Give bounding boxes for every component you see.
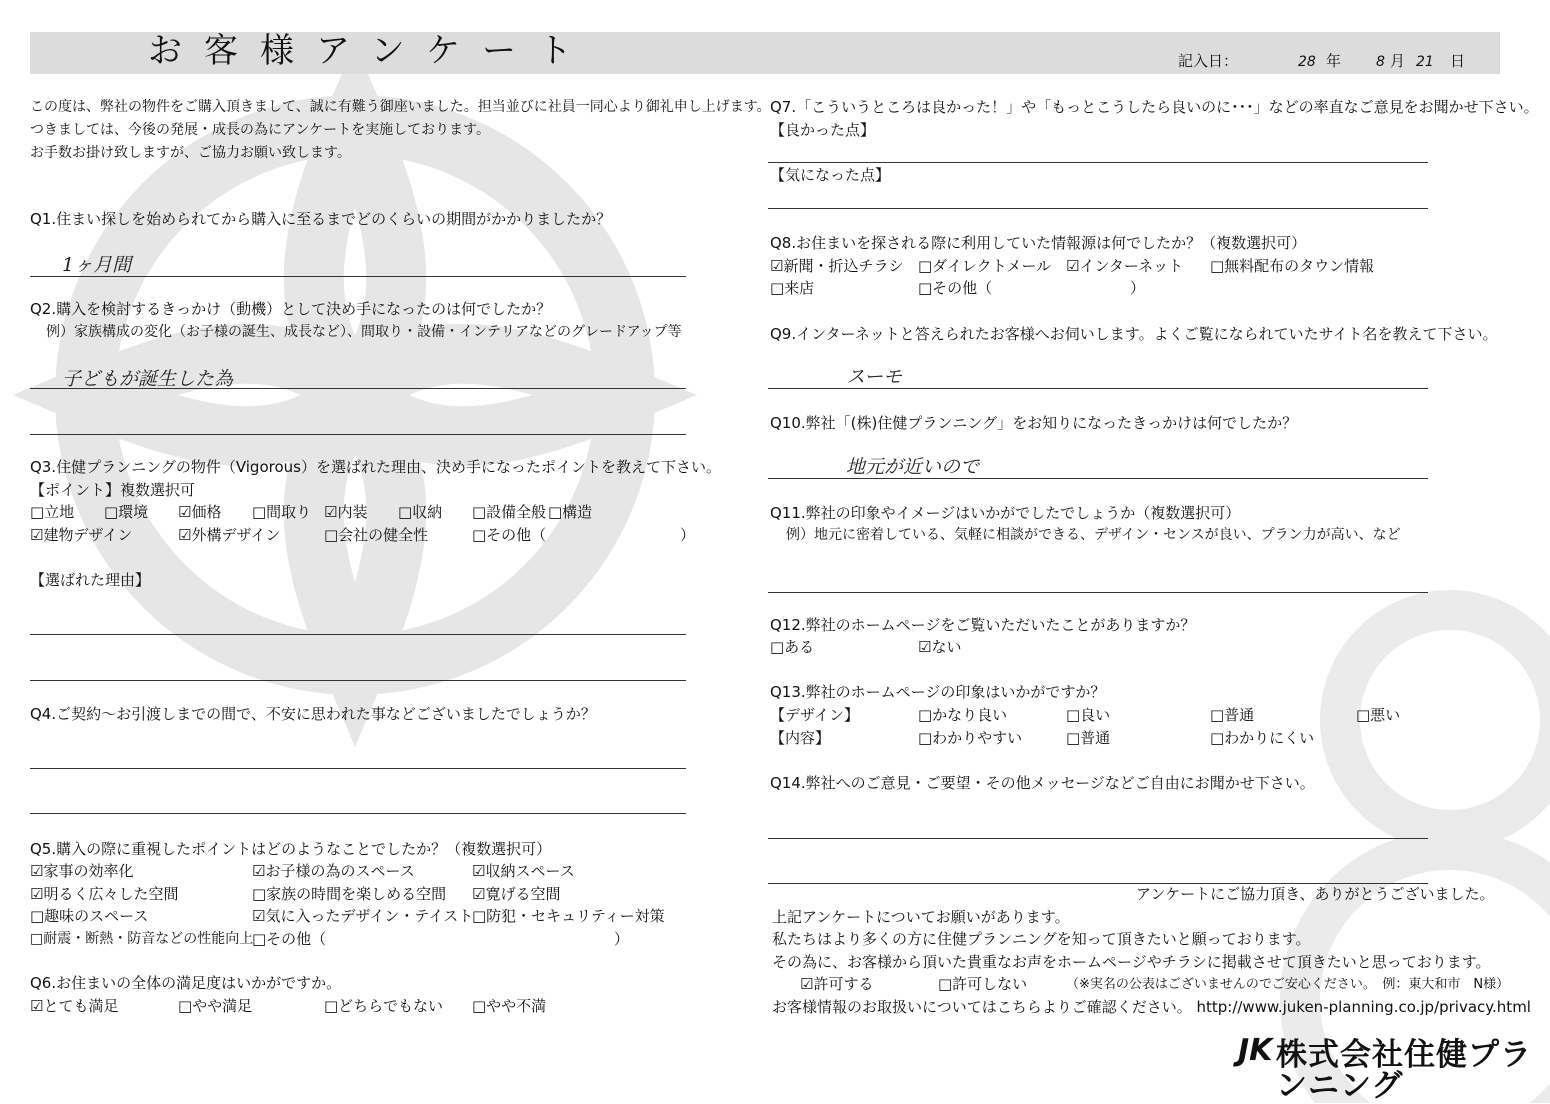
q14-answer-line-1 [768, 838, 1428, 839]
q8-opt-internet[interactable]: ☑インターネット [1066, 257, 1184, 275]
q10-question: Q10.弊社「(株)住健プランニング」をお知りになったきっかけは何でしたか？ [770, 414, 1298, 432]
q3-opt-other[interactable]: □その他（ [472, 526, 547, 544]
q13-design-bad[interactable]: □悪い [1356, 706, 1401, 724]
q2-question: Q2.購入を検討するきっかけ（動機）として決め手になったのは何でしたか？ [30, 300, 552, 318]
date-month: 8 [1376, 54, 1385, 70]
q7-question: Q7.「こういうところは良かった！」や「もっとこうしたら良いのに･･･」などの率直なご意見をお聞かせ下さい。 [770, 98, 1539, 116]
q2-answer: 子どもが誕生した為 [62, 368, 234, 390]
date-month-unit: 月 [1390, 52, 1406, 70]
q11-answer-line [768, 592, 1428, 593]
q8-opt-newspaper[interactable]: ☑新聞・折込チラシ [770, 257, 904, 275]
q6-opt-somewhat-dissatisfied[interactable]: □やや不満 [472, 997, 547, 1015]
closing-line-2: 私たちはより多くの方に住健プランニングを知って頂きたいと願っております。 [772, 930, 1311, 948]
q5-opt-other[interactable]: □その他（ [252, 930, 327, 948]
q4-answer-line-2 [30, 813, 686, 814]
q5-opt-design-taste[interactable]: ☑気に入ったデザイン・テイスト [252, 907, 474, 925]
q3-reason-label: 【選ばれた理由】 [30, 571, 151, 589]
q3-opt-floorplan[interactable]: □間取り [252, 503, 312, 521]
intro-line-3: お手数お掛け致しますが、ご協力お願い致します。 [30, 145, 351, 161]
q6-opt-neutral[interactable]: □どちらでもない [324, 997, 444, 1015]
closing-line-3: その為に、お客様から頂いた貴重なお声をホームページやチラシに掲載させて頂きたいと思っております。 [772, 953, 1491, 971]
q13-content-average[interactable]: □普通 [1066, 729, 1111, 747]
q7-good-label: 【良かった点】 [770, 121, 876, 139]
q1-answer-line [30, 276, 686, 277]
q3-opt-environment[interactable]: □環境 [104, 503, 149, 521]
q3-opt-storage[interactable]: □収納 [398, 503, 443, 521]
q7-concern-label: 【気になった点】 [770, 166, 891, 184]
q8-opt-other[interactable]: □その他（ [918, 279, 993, 297]
page-title: お客様アンケート [148, 31, 594, 71]
q5-opt-performance[interactable]: □耐震・断熱・防音などの性能向上 [30, 931, 254, 947]
q3-opt-location[interactable]: □立地 [30, 503, 75, 521]
q5-opt-family-time[interactable]: □家族の時間を楽しめる空間 [252, 885, 447, 903]
intro-line-2: つきましては、今後の発展・成長の為にアンケートを実施しております。 [30, 122, 491, 138]
q10-answer-line [768, 478, 1428, 479]
q3-opt-facilities[interactable]: □設備全般 [472, 503, 547, 521]
q5-opt-efficiency[interactable]: ☑家事の効率化 [30, 862, 134, 880]
q7-concern-line [768, 208, 1428, 209]
q8-opt-free-town-info[interactable]: □無料配布のタウン情報 [1210, 257, 1375, 275]
q5-opt-hobby-space[interactable]: □趣味のスペース [30, 907, 149, 925]
q5-opt-storage[interactable]: ☑収納スペース [472, 862, 575, 880]
q5-opt-relax-space[interactable]: ☑寛げる空間 [472, 885, 561, 903]
q11-example: 例）地元に密着している、気軽に相談ができる、デザイン・センスが良い、プラン力が高い、など [786, 527, 1401, 543]
q14-answer-line-2 [768, 883, 1428, 884]
q3-opt-exterior-design[interactable]: ☑外構デザイン [178, 526, 281, 544]
q3-reason-line-2 [30, 680, 686, 681]
q3-reason-line-1 [30, 634, 686, 635]
q3-opt-interior[interactable]: ☑内装 [324, 503, 368, 521]
q13-design-average[interactable]: □普通 [1210, 706, 1255, 724]
q12-question: Q12.弊社のホームページをご覧いただいたことがありますか？ [770, 616, 1196, 634]
q5-other-close: ） [614, 930, 630, 948]
q13-design-good[interactable]: □良い [1066, 706, 1111, 724]
q13-design-very-good[interactable]: □かなり良い [918, 706, 1008, 724]
q8-opt-visit[interactable]: □来店 [770, 279, 815, 297]
q8-opt-direct-mail[interactable]: □ダイレクトメール [918, 257, 1052, 275]
q3-opt-price[interactable]: ☑価格 [178, 503, 222, 521]
q13-design-label: 【デザイン】 [770, 706, 859, 724]
q3-opt-building-design[interactable]: ☑建物デザイン [30, 526, 133, 544]
q3-other-close: ） [680, 526, 696, 544]
q3-points-label: 【ポイント】複数選択可 [30, 481, 196, 499]
q5-opt-bright-space[interactable]: ☑明るく広々した空間 [30, 885, 179, 903]
q8-other-close: ） [1130, 279, 1146, 297]
q6-question: Q6.お住まいの全体の満足度はいかがですか。 [30, 974, 342, 992]
q13-content-unclear[interactable]: □わかりにくい [1210, 729, 1315, 747]
q3-opt-company-soundness[interactable]: □会社の健全性 [324, 526, 429, 544]
q3-opt-structure[interactable]: □構造 [548, 503, 593, 521]
closing-line-1: 上記アンケートについてお願いがあります。 [772, 908, 1070, 926]
publish-allow-checkbox[interactable]: ☑許可する [800, 975, 874, 993]
q14-question: Q14.弊社へのご意見・ご要望・その他メッセージなどご自由にお聞かせ下さい。 [770, 774, 1315, 792]
q2-example: 例）家族構成の変化（お子様の誕生、成長など）、間取り・設備・インテリアなどのグレードアップ等 [46, 324, 682, 340]
date-year-unit: 年 [1326, 52, 1342, 70]
q10-answer: 地元が近いので [846, 456, 980, 478]
date-label: 記入日： [1178, 52, 1239, 70]
q5-question: Q5.購入の際に重視したポイントはどのようなことでしたか？（複数選択可） [30, 840, 552, 858]
q6-opt-somewhat-satisfied[interactable]: □やや満足 [178, 997, 253, 1015]
q13-content-clear[interactable]: □わかりやすい [918, 729, 1023, 747]
date-year: 28 [1298, 54, 1316, 70]
q2-answer-line-2 [30, 434, 686, 435]
q12-opt-yes[interactable]: □ある [770, 638, 815, 656]
privacy-notice: お客様情報のお取扱いについてはこちらよりご確認ください。 http://www.juken-planning.co.jp/privacy.html [772, 998, 1531, 1016]
date-day: 21 [1416, 54, 1434, 70]
intro-line-1: この度は、弊社の物件をご購入頂きまして、誠に有難う御座いました。担当並びに社員一同心より御礼申し上げます。 [30, 99, 771, 115]
q6-opt-very-satisfied[interactable]: ☑とても満足 [30, 997, 119, 1015]
q5-opt-kids-space[interactable]: ☑お子様の為のスペース [252, 862, 415, 880]
q4-answer-line-1 [30, 768, 686, 769]
q9-answer-line [768, 388, 1428, 389]
q1-answer: 1ヶ月間 [62, 254, 132, 276]
q13-question: Q13.弊社のホームページの印象はいかがですか？ [770, 683, 1106, 701]
q12-opt-no[interactable]: ☑ない [918, 638, 962, 656]
company-logo-text: 株式会社住健プランニング [1276, 1037, 1532, 1104]
q4-question: Q4.ご契約～お引渡しまでの間で、不安に思われた事などございましたでしょうか？ [30, 705, 596, 723]
date-day-unit: 日 [1450, 52, 1466, 70]
q8-question: Q8.お住まいを探される際に利用していた情報源は何でしたか？（複数選択可） [770, 234, 1307, 252]
publish-deny-checkbox[interactable]: □許可しない [938, 975, 1028, 993]
company-logo-icon: JK [1238, 1033, 1273, 1068]
q7-good-line [768, 162, 1428, 163]
q9-answer: スーモ [846, 366, 903, 388]
q5-opt-security[interactable]: □防犯・セキュリティー対策 [472, 907, 665, 925]
closing-thanks: アンケートにご協力頂き、ありがとうございました。 [1136, 885, 1495, 903]
q11-question: Q11.弊社の印象やイメージはいかがでしたでしょうか（複数選択可） [770, 504, 1241, 522]
q9-question: Q9.インターネットと答えられたお客様へお伺いします。よくご覧になられていたサイト名を教えて下さい。 [770, 325, 1498, 343]
publish-note: （※実名の公表はございませんのでご安心ください。 例：東大和市 N様） [1066, 977, 1510, 992]
q1-question: Q1.住まい探しを始められてから購入に至るまでどのくらいの期間がかかりましたか？ [30, 210, 612, 228]
q13-content-label: 【内容】 [770, 729, 831, 747]
q2-answer-line-1 [30, 388, 686, 389]
q3-question: Q3.住健プランニングの物件（Vigorous）を選ばれた理由、決め手になったポイントを教えて下さい。 [30, 458, 721, 476]
